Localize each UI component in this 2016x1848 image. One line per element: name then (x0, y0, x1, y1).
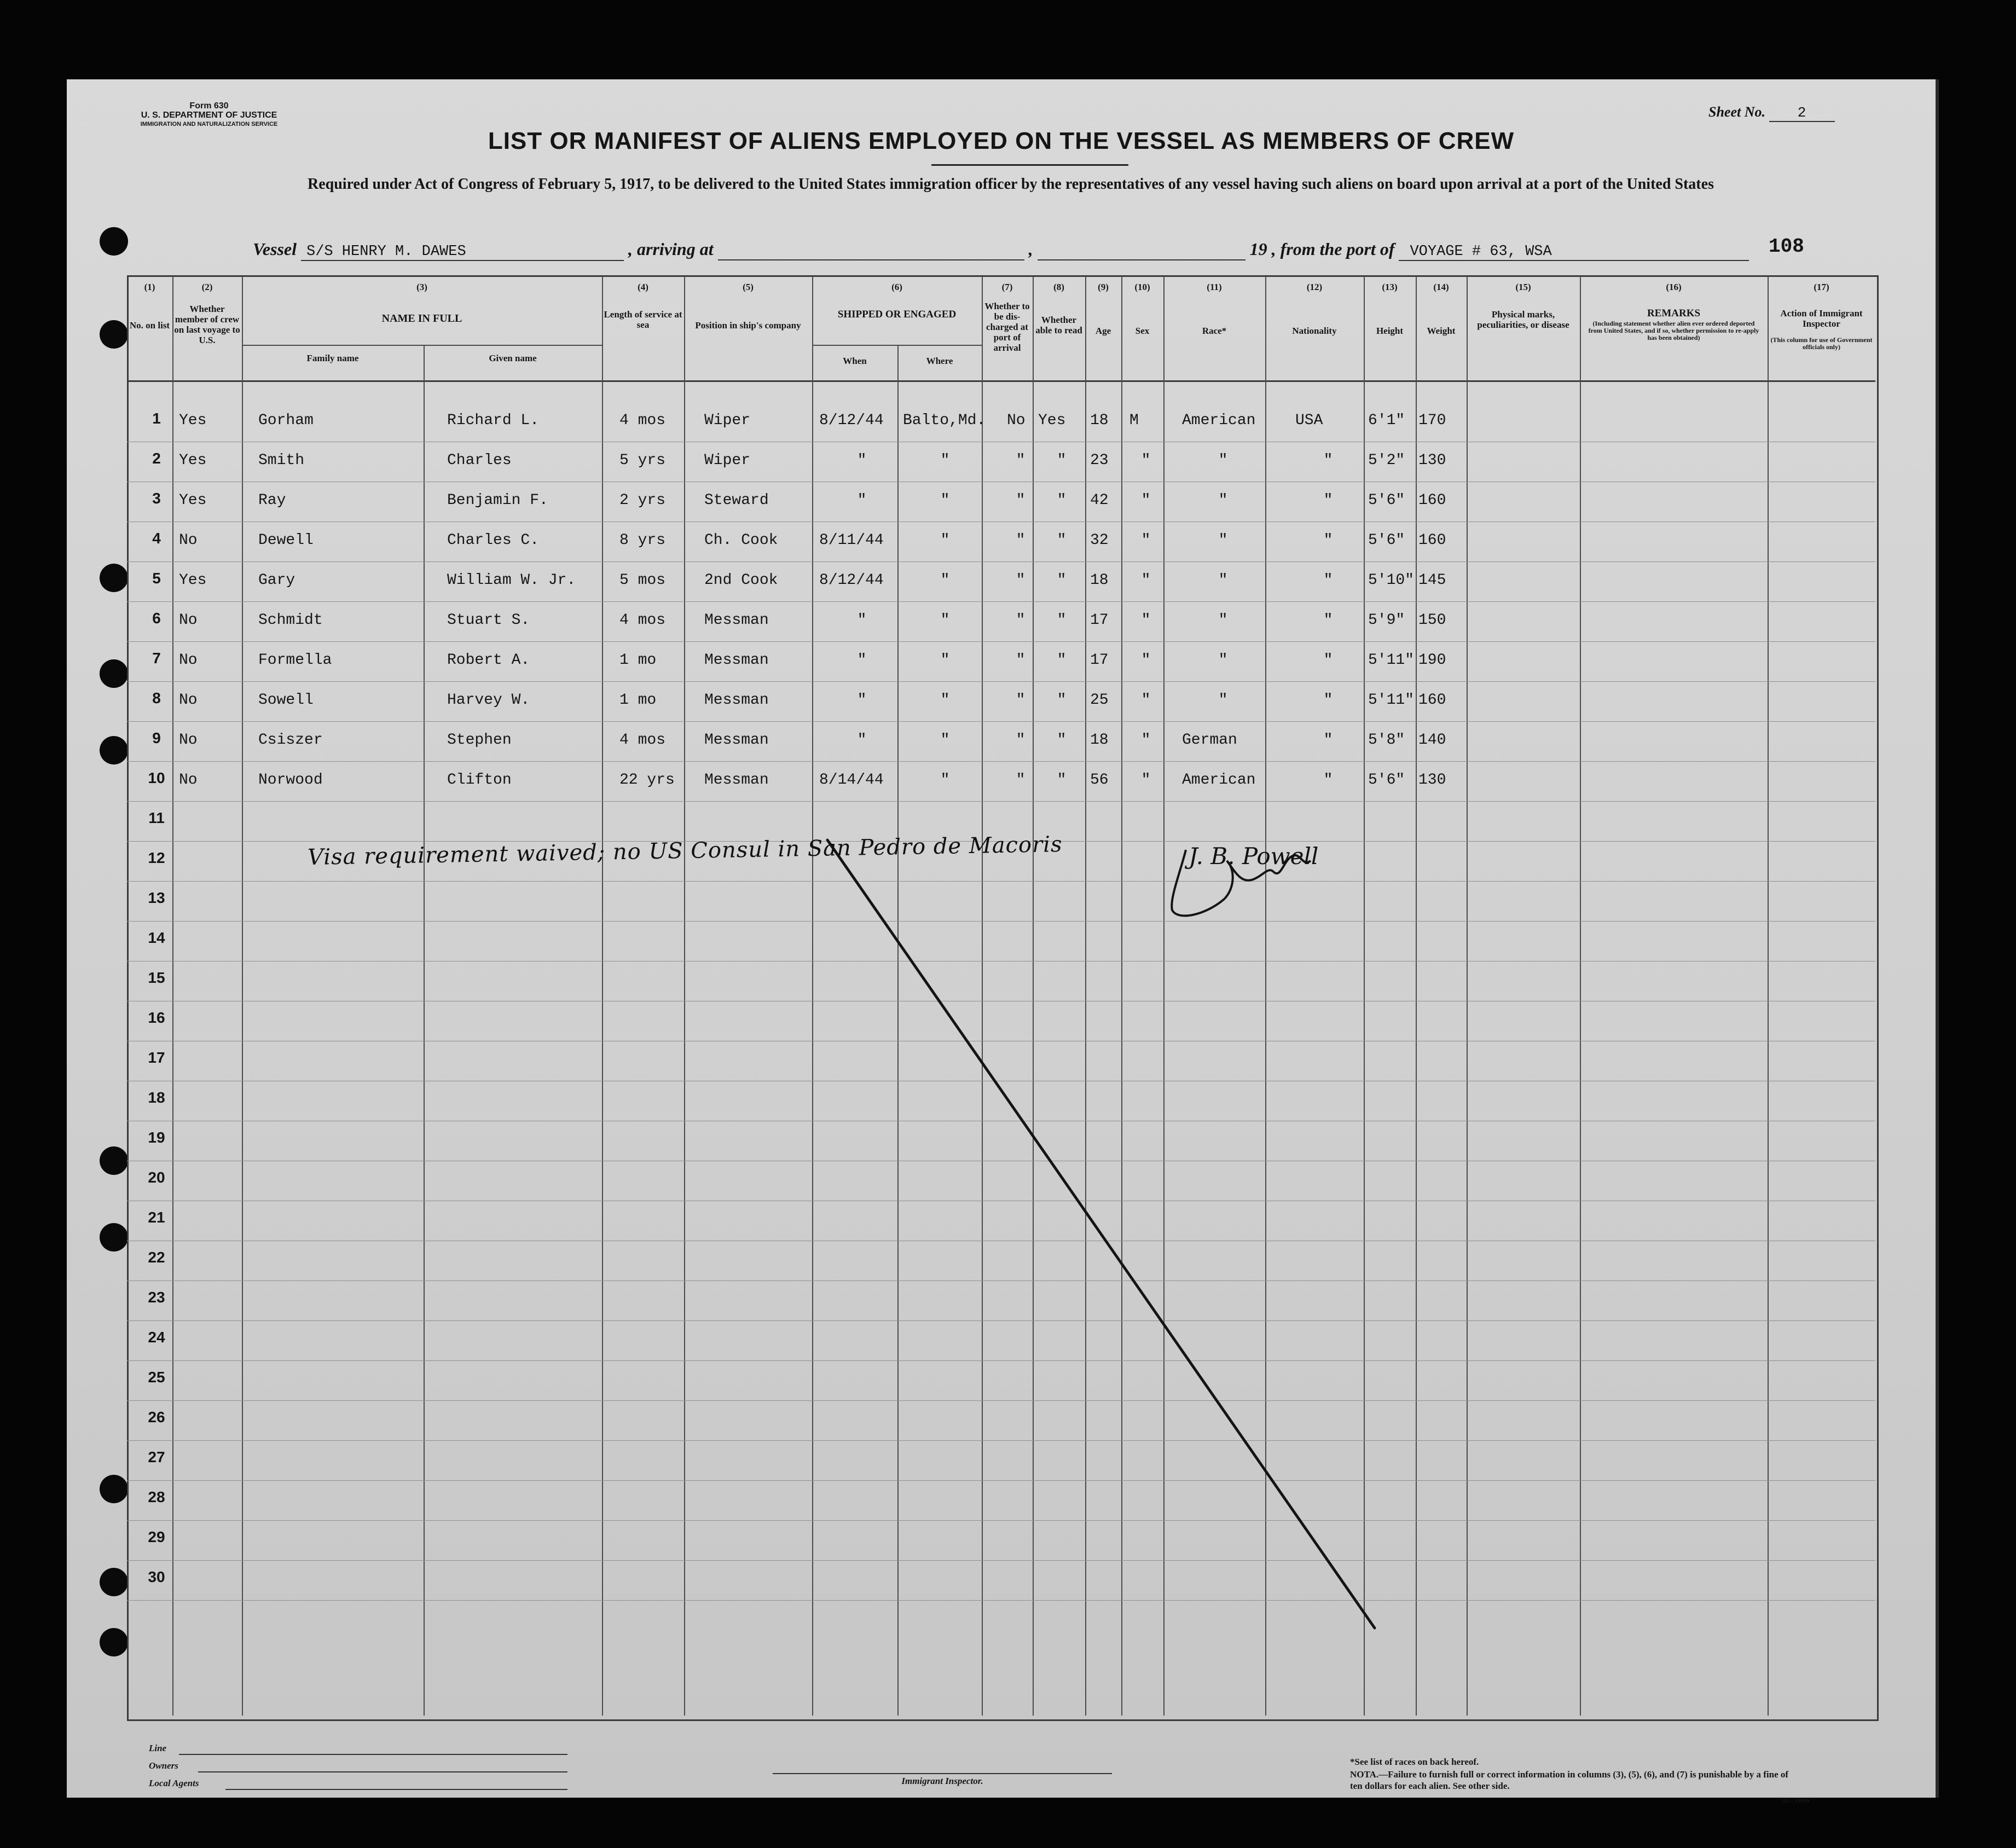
header-name-in-full: NAME IN FULL (381, 312, 462, 325)
weight-cell: 130 (1418, 772, 1446, 789)
sex-cell: " (1141, 532, 1151, 549)
shipped-where-cell: " (940, 612, 950, 629)
age-cell: 32 (1090, 532, 1109, 549)
member-cell: No (179, 652, 198, 669)
able-to-read-cell: Yes (1038, 412, 1066, 429)
age-cell: 17 (1090, 612, 1109, 629)
race-cell: " (1218, 492, 1228, 509)
sex-cell: " (1141, 492, 1151, 509)
col-num: (4) (638, 282, 648, 292)
weight-cell: 160 (1418, 692, 1446, 709)
shipped-when-cell: " (857, 612, 867, 629)
row-number: 21 (148, 1209, 165, 1226)
able-to-read-cell: " (1057, 652, 1067, 669)
age-cell: 23 (1090, 452, 1109, 469)
shipped-where-cell: " (940, 532, 950, 549)
given-name-cell: Harvey W. (447, 692, 530, 709)
from-port-value: VOYAGE # 63, WSA (1399, 244, 1749, 261)
given-name-cell: Robert A. (447, 652, 530, 669)
col-num: (7) (1001, 282, 1013, 292)
discharged-cell: " (1016, 652, 1026, 669)
family-name-cell: Formella (258, 652, 332, 669)
row-number: 23 (148, 1289, 165, 1306)
able-to-read-cell: " (1057, 772, 1067, 789)
row-number: 1 (152, 410, 161, 427)
form-subtitle: Required under Act of Congress of February 5, 1917, to be delivered to the United States immigration officer by the representatives of any vessel having such aliens on board upon arrival at a port of the United States (308, 176, 1714, 193)
weight-cell: 190 (1418, 652, 1446, 669)
vessel-line: Vessel S/S HENRY M. DAWES , arriving at , 19 , from the port of VOYAGE # 63, WSA (253, 239, 1749, 261)
race-cell: German (1182, 732, 1237, 749)
row-number: 14 (148, 929, 165, 946)
department-name: U. S. DEPARTMENT OF JUSTICE (141, 111, 277, 120)
weight-cell: 150 (1418, 612, 1446, 629)
given-name-cell: Charles (447, 452, 512, 469)
race-cell: " (1218, 452, 1228, 469)
able-to-read-cell: " (1057, 692, 1067, 709)
family-name-cell: Norwood (258, 772, 323, 789)
row-number: 4 (152, 530, 161, 547)
footer-owners-label: Owners (149, 1760, 178, 1771)
race-cell: American (1182, 412, 1256, 429)
position-cell: Wiper (704, 412, 751, 429)
row-number: 26 (148, 1409, 165, 1426)
row-number: 2 (152, 450, 161, 467)
member-cell: Yes (179, 492, 207, 509)
header-race: Race* (1202, 326, 1227, 336)
given-name-cell: Clifton (447, 772, 512, 789)
page-title: LIST OR MANIFEST OF ALIENS EMPLOYED ON THE VESSEL AS MEMBERS OF CREW (488, 128, 1515, 154)
shipped-when-cell: 8/14/44 (819, 772, 884, 789)
row-number: 15 (148, 969, 165, 986)
row-number: 13 (148, 889, 165, 906)
shipped-when-cell: " (857, 692, 867, 709)
row-number: 18 (148, 1089, 165, 1106)
race-cell: " (1218, 572, 1228, 589)
service-length-cell: 4 mos (619, 612, 666, 629)
weight-cell: 145 (1418, 572, 1446, 589)
header-discharged: Whether to be dis-charged at port of arrival (984, 301, 1030, 353)
height-cell: 5'10" (1368, 572, 1415, 589)
col-num: (3) (416, 282, 427, 292)
header-sex: Sex (1135, 326, 1150, 336)
service-length-cell: 2 yrs (619, 492, 666, 509)
family-name-cell: Sowell (258, 692, 314, 709)
shipped-when-cell: 8/11/44 (819, 532, 884, 549)
able-to-read-cell: " (1057, 532, 1067, 549)
family-name-cell: Smith (258, 452, 305, 469)
age-cell: 18 (1090, 572, 1109, 589)
service-length-cell: 5 yrs (619, 452, 666, 469)
inspector-signature: J. B. Powell (1189, 843, 1319, 870)
service-length-cell: 22 yrs (619, 772, 675, 789)
age-cell: 17 (1090, 652, 1109, 669)
print-code: 16—19949 (1782, 1798, 1810, 1804)
header-height: Height (1376, 326, 1404, 336)
nationality-cell: " (1323, 452, 1333, 469)
age-cell: 18 (1090, 732, 1109, 749)
manifest-sheet (67, 79, 1939, 1804)
able-to-read-cell: " (1057, 452, 1067, 469)
service-length-cell: 4 mos (619, 732, 666, 749)
weight-cell: 140 (1418, 732, 1446, 749)
race-cell: " (1218, 652, 1228, 669)
weight-cell: 160 (1418, 532, 1446, 549)
discharged-cell: " (1016, 452, 1026, 469)
able-to-read-cell: " (1057, 612, 1067, 629)
row-number: 20 (148, 1169, 165, 1186)
position-cell: Wiper (704, 452, 751, 469)
race-cell: " (1218, 532, 1228, 549)
footer-inspector-label: Immigrant Inspector. (901, 1776, 983, 1786)
given-name-cell: Charles C. (447, 532, 540, 549)
header-where: Where (926, 356, 953, 366)
able-to-read-cell: " (1057, 732, 1067, 749)
header-given-name: Given name (489, 353, 537, 363)
col-num: (14) (1433, 282, 1449, 292)
shipped-when-cell: " (857, 452, 867, 469)
height-cell: 5'9" (1368, 612, 1405, 629)
member-cell: No (179, 772, 198, 789)
vessel-name: S/S HENRY M. DAWES (301, 244, 624, 261)
height-cell: 6'1" (1368, 412, 1405, 429)
shipped-when-cell: " (857, 652, 867, 669)
given-name-cell: Richard L. (447, 412, 540, 429)
header-physical-marks: Physical marks, peculiarities, or disease (1477, 309, 1569, 330)
col-num: (10) (1134, 282, 1150, 292)
col-num: (9) (1098, 282, 1109, 292)
row-number: 9 (152, 729, 161, 746)
header-remarks: REMARKS (1647, 308, 1701, 319)
family-name-cell: Gary (258, 572, 296, 589)
header-member: Whether member of crew on last voyage to U.S. (174, 304, 240, 345)
col-num: (17) (1814, 282, 1829, 292)
position-cell: Messman (704, 652, 769, 669)
header-able-to-read: Whether able to read (1035, 315, 1082, 335)
row-number: 17 (148, 1049, 165, 1066)
discharged-cell: " (1016, 532, 1026, 549)
col-num: (11) (1207, 282, 1222, 292)
height-cell: 5'2" (1368, 452, 1405, 469)
footer-agents-label: Local Agents (149, 1778, 199, 1788)
col-num: (6) (891, 282, 902, 292)
sex-cell: " (1141, 732, 1151, 749)
race-cell: " (1218, 612, 1228, 629)
vessel-label: Vessel (253, 239, 297, 259)
given-name-cell: Benjamin F. (447, 492, 548, 509)
header-weight: Weight (1427, 326, 1456, 336)
from-port-label: , from the port of (1271, 239, 1395, 259)
header-action-note: (This column for use of Government officials only) (1770, 336, 1873, 351)
discharged-cell: " (1016, 612, 1026, 629)
row-number: 27 (148, 1449, 165, 1465)
races-note: *See list of races on back hereof. (1350, 1757, 1479, 1767)
row-number: 16 (148, 1009, 165, 1026)
sheet-number: 2 (1769, 105, 1835, 122)
row-number: 7 (152, 650, 161, 667)
shipped-when-cell: " (857, 732, 867, 749)
col-num: (16) (1666, 282, 1682, 292)
weight-cell: 160 (1418, 492, 1446, 509)
nationality-cell: " (1323, 652, 1333, 669)
year-label: 19 (1249, 239, 1267, 259)
sex-cell: " (1141, 692, 1151, 709)
row-number: 12 (148, 849, 165, 866)
age-cell: 56 (1090, 772, 1109, 789)
race-cell: American (1182, 772, 1256, 789)
given-name-cell: Stephen (447, 732, 512, 749)
col-num: (13) (1382, 282, 1398, 292)
shipped-when-cell: 8/12/44 (819, 572, 884, 589)
sex-cell: " (1141, 612, 1151, 629)
header-no-on-list: No. on list (129, 320, 170, 331)
sheet-label: Sheet No. (1708, 104, 1765, 120)
shipped-where-cell: " (940, 732, 950, 749)
family-name-cell: Csiszer (258, 732, 323, 749)
header-when: When (843, 356, 867, 366)
col-num: (8) (1053, 282, 1064, 292)
row-number: 25 (148, 1369, 165, 1386)
discharged-cell: " (1016, 732, 1026, 749)
discharged-cell: No (1007, 412, 1026, 429)
col-num: (2) (201, 282, 213, 292)
age-cell: 25 (1090, 692, 1109, 709)
nationality-cell: " (1323, 732, 1333, 749)
given-name-cell: Stuart S. (447, 612, 530, 629)
height-cell: 5'8" (1368, 732, 1405, 749)
handwritten-note: Visa requirement waived; no US Consul in San Pedro de Macoris (307, 831, 1063, 871)
nationality-cell: " (1323, 572, 1333, 589)
shipped-where-cell: " (940, 452, 950, 469)
family-name-cell: Ray (258, 492, 286, 509)
height-cell: 5'6" (1368, 772, 1405, 789)
family-name-cell: Schmidt (258, 612, 323, 629)
member-cell: Yes (179, 572, 207, 589)
row-number: 28 (148, 1488, 165, 1505)
shipped-where-cell: " (940, 772, 950, 789)
member-cell: Yes (179, 412, 207, 429)
row-number: 30 (148, 1568, 165, 1585)
row-number: 5 (152, 570, 161, 587)
row-number: 3 (152, 490, 161, 507)
header-family-name: Family name (306, 353, 359, 363)
row-number: 11 (148, 809, 165, 826)
member-cell: No (179, 612, 198, 629)
service-length-cell: 4 mos (619, 412, 666, 429)
sex-cell: " (1141, 772, 1151, 789)
row-number: 6 (152, 610, 161, 627)
member-cell: No (179, 692, 198, 709)
weight-cell: 170 (1418, 412, 1446, 429)
service-length-cell: 1 mo (619, 652, 657, 669)
header-shipped: SHIPPED OR ENGAGED (837, 309, 957, 320)
nationality-cell: " (1323, 492, 1333, 509)
header-position: Position in ship's company (695, 320, 801, 331)
able-to-read-cell: " (1057, 492, 1067, 509)
header-nationality: Nationality (1292, 326, 1337, 336)
header-age: Age (1095, 326, 1111, 336)
discharged-cell: " (1016, 492, 1026, 509)
service-length-cell: 5 mos (619, 572, 666, 589)
col-num: (15) (1515, 282, 1531, 292)
row-number: 19 (148, 1129, 165, 1146)
row-number: 8 (152, 690, 161, 706)
shipped-where-cell: " (940, 692, 950, 709)
height-cell: 5'11" (1368, 652, 1415, 669)
member-cell: No (179, 732, 198, 749)
row-number: 22 (148, 1249, 165, 1266)
row-number: 29 (148, 1528, 165, 1545)
shipped-when-cell: 8/12/44 (819, 412, 884, 429)
row-number: 24 (148, 1329, 165, 1346)
position-cell: Messman (704, 732, 769, 749)
form-number: Form 630 (189, 101, 229, 111)
discharged-cell: " (1016, 692, 1026, 709)
shipped-where-cell: " (940, 652, 950, 669)
height-cell: 5'11" (1368, 692, 1415, 709)
header-length-of-service: Length of service at sea (604, 309, 682, 330)
row-number: 10 (148, 769, 165, 786)
discharged-cell: " (1016, 572, 1026, 589)
col-num: (12) (1306, 282, 1323, 292)
height-cell: 5'6" (1368, 532, 1405, 549)
age-cell: 18 (1090, 412, 1109, 429)
position-cell: Messman (704, 692, 769, 709)
sex-cell: " (1141, 572, 1151, 589)
shipped-where-cell: Balto,Md. (903, 412, 986, 429)
col-num: (5) (743, 282, 754, 292)
handwriting-overlay (67, 79, 1936, 1798)
service-length-cell: 8 yrs (619, 532, 666, 549)
sex-cell: " (1141, 652, 1151, 669)
nationality-cell: " (1323, 772, 1333, 789)
sex-cell: " (1141, 452, 1151, 469)
position-cell: Steward (704, 492, 769, 509)
height-cell: 5'6" (1368, 492, 1405, 509)
nota-note: NOTA.—Failure to furnish full or correct information in columns (3), (5), (6), and (7) is punishable by a fine of ten dollars for each alien. See other side. (1350, 1769, 1789, 1791)
family-name-cell: Gorham (258, 412, 314, 429)
cancellation-line (827, 840, 1375, 1628)
nationality-cell: USA (1295, 412, 1323, 429)
member-cell: Yes (179, 452, 207, 469)
race-cell: " (1218, 692, 1228, 709)
given-name-cell: William W. Jr. (447, 572, 576, 589)
position-cell: Messman (704, 612, 769, 629)
age-cell: 42 (1090, 492, 1109, 509)
shipped-where-cell: " (940, 572, 950, 589)
discharged-cell: " (1016, 772, 1026, 789)
service-length-cell: 1 mo (619, 692, 657, 709)
shipped-when-cell: " (857, 492, 867, 509)
arriving-label: , arriving at (628, 239, 714, 259)
nationality-cell: " (1323, 692, 1333, 709)
nationality-cell: " (1323, 612, 1333, 629)
weight-cell: 130 (1418, 452, 1446, 469)
header-action: Action of Immigrant Inspector (1780, 308, 1863, 329)
nationality-cell: " (1323, 532, 1333, 549)
position-cell: Ch. Cook (704, 532, 778, 549)
col-num: (1) (144, 282, 155, 292)
footer-line-label: Line (149, 1743, 167, 1753)
service-name: IMMIGRATION AND NATURALIZATION SERVICE (140, 121, 278, 128)
shipped-where-cell: " (940, 492, 950, 509)
position-cell: Messman (704, 772, 769, 789)
sex-cell: M (1129, 412, 1139, 429)
member-cell: No (179, 532, 198, 549)
stamp-number: 108 (1769, 235, 1804, 258)
header-remarks-note: (Including statement whether alien ever ordered deported from United States, and if so, whether permission to re-apply has been obtained) (1588, 320, 1759, 341)
able-to-read-cell: " (1057, 572, 1067, 589)
position-cell: 2nd Cook (704, 572, 778, 589)
family-name-cell: Dewell (258, 532, 314, 549)
